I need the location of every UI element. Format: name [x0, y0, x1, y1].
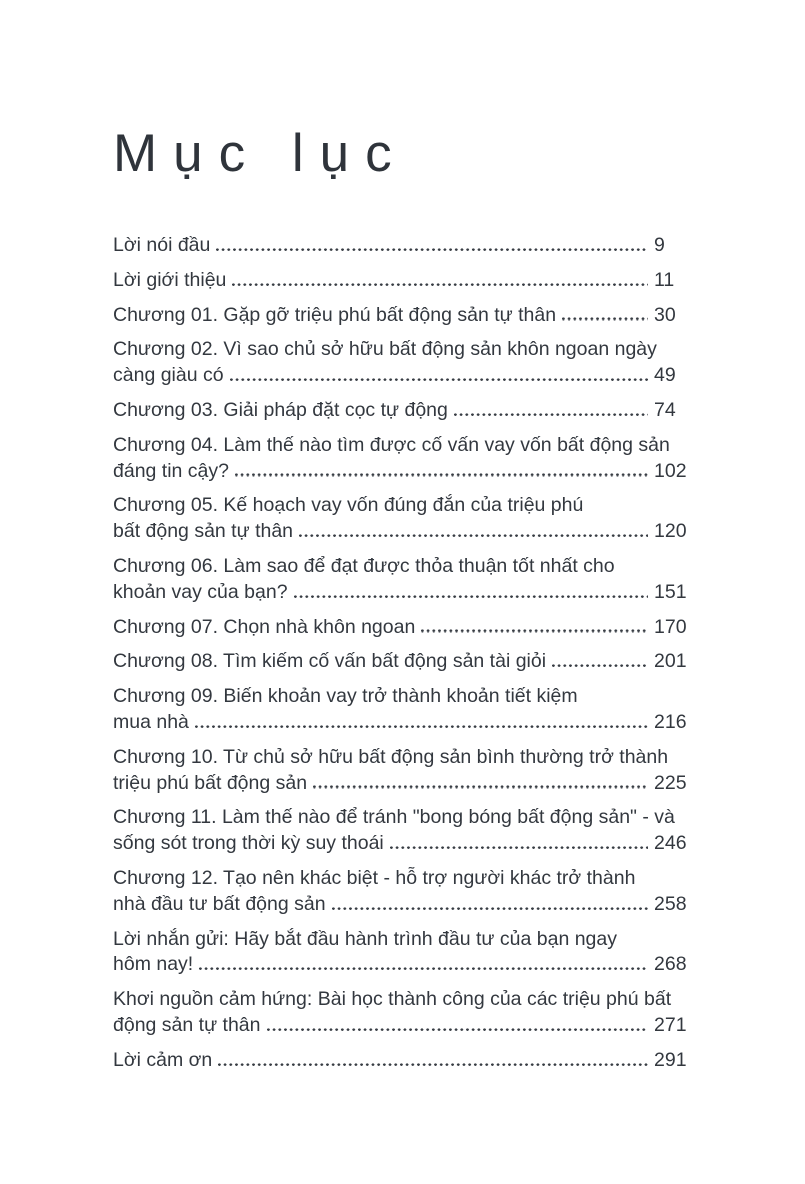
toc-entry-page-number: 216 [654, 710, 687, 733]
dot-leader [332, 907, 648, 910]
toc-entry-text: Lời giới thiệu [113, 268, 227, 291]
toc-entry [113, 554, 692, 606]
toc-entry-page-number: 225 [654, 771, 687, 794]
toc-entry-text-line: Chương 10. Từ chủ sở hữu bất động sản bình thường trở thành [113, 745, 669, 768]
toc-entry-text-line: Chương 02. Vì sao chủ sở hữu bất động sản khôn ngoan ngày [113, 338, 657, 361]
toc-entry [113, 268, 692, 294]
dot-leader [552, 664, 648, 667]
toc-entry-last-line [113, 459, 692, 485]
toc-entry [113, 303, 692, 329]
toc-entry [113, 493, 692, 545]
toc-entry-text: Chương 07. Chọn nhà khôn ngoan [113, 615, 416, 638]
dot-leader [390, 846, 648, 849]
toc-entry-last-line [113, 710, 692, 736]
toc-entry [113, 398, 692, 424]
toc-entry-last-line [113, 233, 692, 259]
toc-entry-last-line [113, 649, 692, 675]
toc-entry-page-number: 201 [654, 650, 687, 673]
toc-entry-page-number: 151 [654, 580, 687, 603]
dot-leader [299, 534, 648, 537]
toc-entry [113, 745, 692, 797]
toc-entry-last-line [113, 363, 692, 389]
toc-entry-text: Lời nói đầu [113, 234, 211, 256]
toc-entry-text: triệu phú bất động sản [113, 771, 308, 794]
toc-entry-text: càng giàu có [113, 364, 224, 387]
toc-entry-last-line [113, 771, 692, 797]
toc-entry-text-line: Chương 06. Làm sao để đạt được thỏa thuận tốt nhất cho [113, 554, 615, 577]
toc-entry [113, 1048, 692, 1074]
toc-entry [113, 866, 692, 918]
toc-entry-text-line: Chương 12. Tạo nên khác biệt - hỗ trợ người khác trở thành [113, 866, 636, 889]
toc-entry-text-line: Lời nhắn gửi: Hãy bắt đầu hành trình đầu tư của bạn ngay [113, 927, 617, 950]
toc-entry-text-line: Chương 05. Kế hoạch vay vốn đúng đắn của triệu phú [113, 494, 584, 517]
toc-entry-text: Lời cảm ơn [113, 1048, 213, 1071]
dot-leader [199, 967, 648, 970]
toc-entry-text: đáng tin cậy? [113, 459, 230, 482]
dot-leader [195, 725, 648, 728]
toc-entry-page-number: 268 [654, 953, 687, 976]
toc-entry-text: động sản tự thân [113, 1013, 261, 1036]
toc-entry-page-number: 9 [654, 234, 665, 256]
dot-leader [313, 785, 648, 788]
toc-entry-last-line [113, 831, 692, 857]
toc-entry-last-line [113, 1013, 692, 1039]
dot-leader [562, 317, 648, 320]
toc-entry [113, 987, 692, 1039]
toc-entry-last-line [113, 398, 692, 424]
toc-entry-page-number: 49 [654, 364, 676, 387]
toc-entry-page-number: 271 [654, 1013, 687, 1036]
toc-entry-last-line [113, 952, 692, 978]
toc-entry-text: Chương 03. Giải pháp đặt cọc tự động [113, 398, 448, 421]
toc-entry [113, 337, 692, 389]
dot-leader [232, 283, 648, 286]
dot-leader [235, 473, 648, 476]
toc-entry [113, 233, 692, 259]
toc-entry-page-number: 102 [654, 459, 687, 482]
toc-entry-page-number: 170 [654, 615, 687, 638]
toc-entry-text-line: Khơi nguồn cảm hứng: Bài học thành công của các triệu phú bất [113, 988, 672, 1011]
toc-entry-page-number: 74 [654, 398, 676, 421]
toc-entry-last-line [113, 1048, 692, 1074]
dot-leader [421, 629, 648, 632]
toc-entry-page-number: 258 [654, 892, 687, 915]
toc-entry [113, 649, 692, 675]
toc-entry-last-line [113, 303, 692, 329]
toc-entry-text: sống sót trong thời kỳ suy thoái [113, 832, 384, 855]
toc-entry-text: nhà đầu tư bất động sản [113, 892, 326, 915]
toc-entry-text-line: Chương 11. Làm thế nào để tránh "bong bóng bất động sản" - và [113, 806, 675, 829]
toc-entry-text: Chương 08. Tìm kiếm cố vấn bất động sản tài giỏi [113, 650, 547, 673]
toc-entry [113, 433, 692, 485]
dot-leader [216, 248, 648, 251]
toc-entry [113, 805, 692, 857]
toc-entry-page-number: 11 [654, 268, 675, 291]
dot-leader [454, 413, 648, 416]
toc-entry [113, 684, 692, 736]
toc-entry [113, 927, 692, 979]
toc-entry-text: mua nhà [113, 710, 189, 733]
toc-entry-page-number: 30 [654, 303, 676, 326]
toc-list [113, 233, 692, 1074]
toc-entry-text: bất động sản tự thân [113, 520, 294, 543]
toc-entry-page-number: 291 [654, 1048, 687, 1071]
toc-entry-text: hôm nay! [113, 953, 194, 976]
toc-entry-last-line [113, 615, 692, 641]
dot-leader [218, 1063, 648, 1066]
toc-entry-page-number: 246 [654, 832, 687, 855]
toc-entry-text-line: Chương 04. Làm thế nào tìm được cố vấn vay vốn bất động sản [113, 433, 670, 456]
toc-entry-last-line [113, 268, 692, 294]
page-title: Mục lục [113, 124, 408, 183]
toc-entry-text: khoản vay của bạn? [113, 580, 288, 603]
dot-leader [267, 1028, 649, 1031]
toc-entry-text-line: Chương 09. Biến khoản vay trở thành khoản tiết kiệm [113, 685, 578, 708]
toc-entry-text: Chương 01. Gặp gỡ triệu phú bất động sản tự thân [113, 303, 557, 326]
toc-entry-last-line [113, 892, 692, 918]
dot-leader [294, 595, 648, 598]
dot-leader [230, 378, 648, 381]
toc-entry [113, 615, 692, 641]
toc-entry-page-number: 120 [654, 520, 687, 543]
toc-entry-last-line [113, 580, 692, 606]
toc-entry-last-line [113, 519, 692, 545]
